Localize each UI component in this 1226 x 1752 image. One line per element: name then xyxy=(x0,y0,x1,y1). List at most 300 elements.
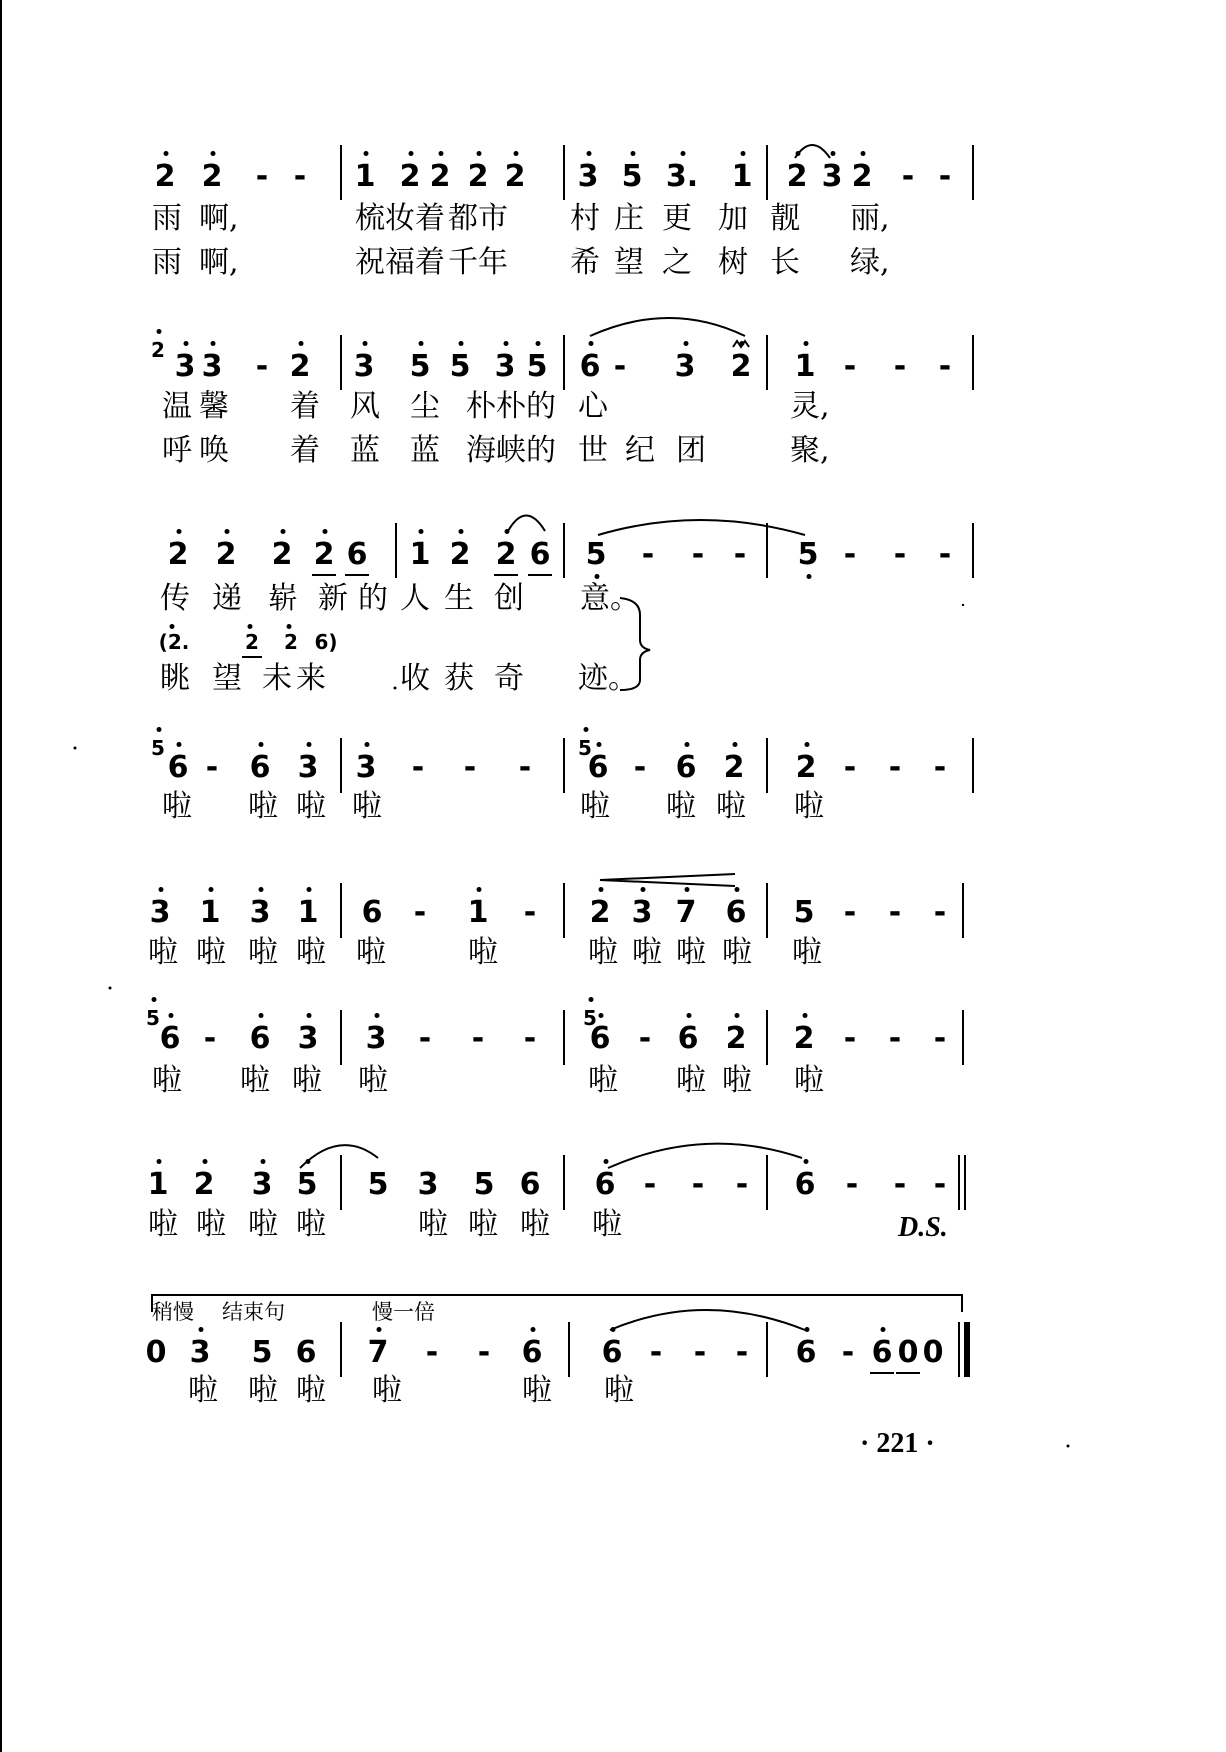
lyric-char: 啦 xyxy=(240,1063,270,1098)
lyric-char: 啦 xyxy=(604,1373,634,1408)
dash: - xyxy=(888,895,902,930)
barline xyxy=(340,145,342,200)
lyric-char: 啦 xyxy=(148,1207,178,1242)
note: 6 xyxy=(579,349,601,384)
note: 5 xyxy=(583,1006,597,1030)
lyric-char: 啦 xyxy=(352,789,382,824)
beam-line xyxy=(345,574,369,576)
note: 2 xyxy=(215,537,237,572)
octave-dot-high xyxy=(536,341,541,346)
dash: - xyxy=(693,1335,707,1370)
note: 3 xyxy=(353,349,375,384)
octave-dot-high xyxy=(299,341,304,346)
octave-dot-high xyxy=(735,1013,740,1018)
note: 6 xyxy=(159,1021,181,1056)
lyric-char: 长 xyxy=(770,245,800,280)
note: 3 xyxy=(201,349,223,384)
octave-dot-high xyxy=(203,1159,208,1164)
note: 6 xyxy=(346,537,368,572)
barline xyxy=(766,335,768,390)
octave-dot-high xyxy=(157,1159,162,1164)
octave-dot-high xyxy=(287,624,292,629)
lyric-char: 啦 xyxy=(296,935,326,970)
note: 0 xyxy=(922,1335,944,1370)
lyric-char: 海 xyxy=(466,433,496,468)
dash: - xyxy=(938,537,952,572)
lyric-char: 新 xyxy=(318,581,348,616)
lyric-char: 啦 xyxy=(722,1063,752,1098)
tempo-marking-slow: 稍慢 xyxy=(152,1300,194,1324)
dash: - xyxy=(901,159,915,194)
lyric-char: 温 xyxy=(162,389,192,424)
barline xyxy=(766,523,768,578)
octave-dot-high xyxy=(597,742,602,747)
note: 3 xyxy=(631,895,653,930)
lyric-char: 加 xyxy=(718,201,748,236)
lyric-char: 啦 xyxy=(592,1207,622,1242)
octave-dot-high xyxy=(157,329,162,334)
octave-dot-high xyxy=(184,341,189,346)
beam-line xyxy=(528,574,552,576)
dash: - xyxy=(938,159,952,194)
barline xyxy=(766,1155,768,1210)
lyric-char: 啦 xyxy=(580,789,610,824)
octave-dot-low xyxy=(595,574,600,579)
octave-dot-high xyxy=(211,151,216,156)
lyric-char: 收 xyxy=(400,661,430,696)
lyric-char: 未 xyxy=(262,661,292,696)
lyric-char: 啊, xyxy=(199,201,239,236)
lyric-char: 妆 xyxy=(385,201,415,236)
barline xyxy=(962,1010,964,1065)
lyric-char: 啦 xyxy=(162,789,192,824)
note: 1 xyxy=(731,159,753,194)
note: 2 xyxy=(154,159,176,194)
note: 6 xyxy=(249,750,271,785)
note: 3 xyxy=(417,1167,439,1202)
lyric-char: 递 xyxy=(212,581,242,616)
lyric-char: 蓝 xyxy=(410,433,440,468)
dash: - xyxy=(613,349,627,384)
dash: - xyxy=(471,1021,485,1056)
lyric-char: 眺 xyxy=(160,661,190,696)
octave-dot-high xyxy=(306,1159,311,1164)
octave-dot-high xyxy=(259,742,264,747)
note: 2 xyxy=(589,895,611,930)
lyric-char: 望 xyxy=(212,661,242,696)
lyric-char: 啦 xyxy=(666,789,696,824)
note: 5 xyxy=(449,349,471,384)
barline xyxy=(340,738,342,793)
octave-dot-high xyxy=(152,997,157,1002)
page-number: · 221 · xyxy=(860,1428,935,1459)
lyric-char: 奇 xyxy=(494,661,524,696)
lyric-char: 呼 xyxy=(162,433,192,468)
octave-dot-high xyxy=(684,341,689,346)
barline xyxy=(766,738,768,793)
barline xyxy=(972,145,974,200)
dash: - xyxy=(418,1021,432,1056)
dash: - xyxy=(893,1167,907,1202)
octave-dot-high xyxy=(531,1327,536,1332)
lyric-char: 啦 xyxy=(722,935,752,970)
lyric-char: 啦 xyxy=(148,935,178,970)
note: 2 xyxy=(467,159,489,194)
barline xyxy=(972,738,974,793)
octave-dot-high xyxy=(477,151,482,156)
octave-dot-high xyxy=(307,742,312,747)
dash: - xyxy=(691,537,705,572)
note: 6 xyxy=(587,750,609,785)
note: 5 xyxy=(151,736,165,760)
barline xyxy=(563,335,565,390)
octave-dot-high xyxy=(209,887,214,892)
dash: - xyxy=(518,750,532,785)
note: 3 xyxy=(251,1167,273,1202)
dash: - xyxy=(841,1335,855,1370)
page-edge-line xyxy=(0,0,2,1752)
octave-dot-high xyxy=(211,341,216,346)
octave-dot-high xyxy=(805,742,810,747)
dash: - xyxy=(523,1021,537,1056)
note: 3 xyxy=(297,750,319,785)
note: 2 xyxy=(793,1021,815,1056)
note: 5 xyxy=(793,895,815,930)
lyric-char: 的 xyxy=(526,389,556,424)
octave-dot-high xyxy=(157,727,162,732)
octave-dot-low xyxy=(807,574,812,579)
note: 5 xyxy=(578,736,592,760)
note: 0 xyxy=(145,1335,167,1370)
lyric-char: 啊, xyxy=(199,245,239,280)
barline xyxy=(962,883,964,938)
dash: - xyxy=(203,1021,217,1056)
lyric-char: 啦 xyxy=(520,1207,550,1242)
note: 6 xyxy=(519,1167,541,1202)
note: 6 xyxy=(675,750,697,785)
octave-dot-high xyxy=(170,624,175,629)
lyric-char: 啦 xyxy=(296,1207,326,1242)
note: 2 xyxy=(786,159,808,194)
octave-dot-high xyxy=(307,887,312,892)
note: 2 xyxy=(723,750,745,785)
lyric-char: 啦 xyxy=(676,1063,706,1098)
barline xyxy=(563,1010,565,1065)
octave-dot-high xyxy=(169,1013,174,1018)
note: (2. xyxy=(158,630,190,654)
lyric-char: 市 xyxy=(478,201,508,236)
octave-dot-high xyxy=(323,529,328,534)
octave-dot-high xyxy=(599,1013,604,1018)
octave-dot-high xyxy=(611,1327,616,1332)
note: 6 xyxy=(601,1335,623,1370)
beam-line xyxy=(242,656,262,658)
lyric-char: 着 xyxy=(290,433,320,468)
note: 5 xyxy=(296,1167,318,1202)
barline xyxy=(766,883,768,938)
lyric-char: 人 xyxy=(400,581,430,616)
dash: - xyxy=(893,537,907,572)
dash: - xyxy=(888,1021,902,1056)
note: 2 xyxy=(504,159,526,194)
octave-dot-high xyxy=(419,529,424,534)
note: 2 xyxy=(193,1167,215,1202)
lyric-char: 啦 xyxy=(468,935,498,970)
dash: - xyxy=(643,1167,657,1202)
note: 2 xyxy=(851,159,873,194)
lyric-char: 丽, xyxy=(850,201,890,236)
lyric-char: 希 xyxy=(570,245,600,280)
dash: - xyxy=(463,750,477,785)
dash: - xyxy=(735,1335,749,1370)
dash: - xyxy=(893,349,907,384)
dal-segno-marking: D.S. xyxy=(898,1212,948,1243)
note: 6 xyxy=(795,1335,817,1370)
octave-dot-high xyxy=(740,341,745,346)
barline xyxy=(958,1155,960,1210)
lyric-char: 朴 xyxy=(466,389,496,424)
dash: - xyxy=(933,1167,947,1202)
note: 2 xyxy=(399,159,421,194)
note: 6 xyxy=(361,895,383,930)
note: 3 xyxy=(149,895,171,930)
lyric-char: 都 xyxy=(448,201,478,236)
note: 2 xyxy=(201,159,223,194)
dash: - xyxy=(733,537,747,572)
octave-dot-high xyxy=(365,742,370,747)
barline xyxy=(972,335,974,390)
note: 5 xyxy=(621,159,643,194)
beam-line xyxy=(494,574,518,576)
lyric-char: 啦 xyxy=(296,1373,326,1408)
note: 3 xyxy=(189,1335,211,1370)
lyric-char: 风 xyxy=(350,389,380,424)
lyric-char: 梳 xyxy=(355,201,385,236)
lyric-char: 崭 xyxy=(268,581,298,616)
dash: - xyxy=(843,349,857,384)
barline xyxy=(340,883,342,938)
note: 3 xyxy=(821,159,843,194)
note: 2 xyxy=(795,750,817,785)
barline xyxy=(563,523,565,578)
note: 5 xyxy=(473,1167,495,1202)
lyric-char: 的 xyxy=(358,581,388,616)
note: 5 xyxy=(367,1167,389,1202)
lyric-char: 迹。 xyxy=(578,661,638,696)
octave-dot-high xyxy=(587,151,592,156)
lyric-char: 千 xyxy=(448,245,478,280)
octave-dot-high xyxy=(159,887,164,892)
lyric-char: 啦 xyxy=(356,935,386,970)
note: 2 xyxy=(429,159,451,194)
beam-line xyxy=(870,1372,894,1374)
octave-dot-high xyxy=(363,341,368,346)
note: 2 xyxy=(167,537,189,572)
note: 2 xyxy=(284,630,298,654)
note: 2 xyxy=(245,630,259,654)
note: 6 xyxy=(871,1335,893,1370)
dash: - xyxy=(938,349,952,384)
octave-dot-high xyxy=(733,742,738,747)
barline xyxy=(563,883,565,938)
note: 5 xyxy=(797,537,819,572)
note: 1 xyxy=(199,895,221,930)
octave-dot-high xyxy=(831,151,836,156)
dash: - xyxy=(843,537,857,572)
lyric-char: 啦 xyxy=(296,789,326,824)
dash: - xyxy=(843,1021,857,1056)
lyric-char: 啦 xyxy=(188,1373,218,1408)
lyric-char: 啦 xyxy=(522,1373,552,1408)
octave-dot-high xyxy=(805,1327,810,1332)
dash: - xyxy=(933,1021,947,1056)
note: 1 xyxy=(147,1167,169,1202)
lyric-char: 馨 xyxy=(199,389,229,424)
lyric-char: 啦 xyxy=(588,1063,618,1098)
dash: - xyxy=(413,895,427,930)
barline xyxy=(563,145,565,200)
lyric-char: 啦 xyxy=(794,1063,824,1098)
dash: - xyxy=(205,750,219,785)
lyric-char: 福 xyxy=(385,245,415,280)
lyric-char: 聚, xyxy=(790,433,830,468)
octave-dot-high xyxy=(604,1159,609,1164)
lyric-char: 雨 xyxy=(152,245,182,280)
lyric-char: 啦 xyxy=(248,1373,278,1408)
note: 1 xyxy=(297,895,319,930)
lyric-char: 生 xyxy=(444,581,474,616)
barline xyxy=(340,1322,342,1377)
lyric-char: 峡 xyxy=(496,433,526,468)
dash: - xyxy=(477,1335,491,1370)
dash: - xyxy=(641,537,655,572)
note: 6 xyxy=(529,537,551,572)
dash: - xyxy=(843,750,857,785)
lyric-char: 啦 xyxy=(372,1373,402,1408)
lyric-char: 靓 xyxy=(770,201,800,236)
lyric-char: 啦 xyxy=(292,1063,322,1098)
note: 2 xyxy=(495,537,517,572)
note: 3 xyxy=(297,1021,319,1056)
lyric-char: 团 xyxy=(676,433,706,468)
lyric-char: 创 xyxy=(494,581,524,616)
octave-dot-high xyxy=(259,887,264,892)
octave-dot-high xyxy=(364,151,369,156)
barline xyxy=(958,1322,960,1377)
dash: - xyxy=(843,895,857,930)
lyric-char: 啦 xyxy=(196,1207,226,1242)
note: 6 xyxy=(249,1021,271,1056)
note: 2 xyxy=(289,349,311,384)
note: 6 xyxy=(677,1021,699,1056)
octave-dot-high xyxy=(375,1013,380,1018)
octave-dot-high xyxy=(589,341,594,346)
lyric-char: 雨 xyxy=(152,201,182,236)
octave-dot-high xyxy=(248,624,253,629)
octave-dot-high xyxy=(259,1013,264,1018)
lyric-char: 世 xyxy=(578,433,608,468)
lyric-char: 绿, xyxy=(850,245,890,280)
half-speed-marking: 慢一倍 xyxy=(372,1300,435,1324)
barline xyxy=(766,1010,768,1065)
lyric-char: 啦 xyxy=(716,789,746,824)
octave-dot-high xyxy=(419,341,424,346)
lyric-char: 着 xyxy=(415,245,445,280)
octave-dot-high xyxy=(514,151,519,156)
octave-dot-high xyxy=(439,151,444,156)
note: 3. xyxy=(665,159,699,194)
dash: - xyxy=(523,895,537,930)
octave-dot-high xyxy=(505,529,510,534)
note: 1 xyxy=(467,895,489,930)
octave-dot-high xyxy=(307,1013,312,1018)
lyric-char: 啦 xyxy=(792,935,822,970)
dash: - xyxy=(933,895,947,930)
note: 3 xyxy=(494,349,516,384)
dash: - xyxy=(845,1167,859,1202)
lyric-char: 树 xyxy=(718,245,748,280)
octave-dot-high xyxy=(641,887,646,892)
note: 7 xyxy=(675,895,697,930)
barline xyxy=(563,738,565,793)
octave-dot-high xyxy=(803,1013,808,1018)
dash: - xyxy=(633,750,647,785)
lyric-char: 蓝 xyxy=(350,433,380,468)
lyric-char: 着 xyxy=(290,389,320,424)
barline xyxy=(766,1322,768,1377)
octave-dot-high xyxy=(177,742,182,747)
octave-dot-high xyxy=(199,1327,204,1332)
lyric-char: 意。 xyxy=(580,581,640,616)
beam-line xyxy=(312,574,336,576)
note: 3 xyxy=(577,159,599,194)
lyric-char: 望 xyxy=(614,245,644,280)
dash: - xyxy=(691,1167,705,1202)
note: 1 xyxy=(354,159,376,194)
note: 0 xyxy=(897,1335,919,1370)
note: 2 xyxy=(313,537,335,572)
barline xyxy=(766,145,768,200)
octave-dot-high xyxy=(459,341,464,346)
note: 5 xyxy=(409,349,431,384)
lyric-char: 纪 xyxy=(625,433,655,468)
note: 2 xyxy=(725,1021,747,1056)
octave-dot-high xyxy=(687,1013,692,1018)
note: 3 xyxy=(174,349,196,384)
barline xyxy=(395,523,397,578)
note: 1 xyxy=(794,349,816,384)
lyric-char: 啦 xyxy=(248,789,278,824)
lyric-char: 的 xyxy=(526,433,556,468)
beam-line xyxy=(896,1372,920,1374)
note: 3 xyxy=(674,349,696,384)
lyric-char: 之 xyxy=(662,245,692,280)
lyric-char: 啦 xyxy=(632,935,662,970)
note: 6 xyxy=(725,895,747,930)
octave-dot-high xyxy=(584,727,589,732)
lyric-char: 啦 xyxy=(676,935,706,970)
note: 5 xyxy=(526,349,548,384)
dash: - xyxy=(638,1021,652,1056)
note: 6 xyxy=(794,1167,816,1202)
note: 6 xyxy=(589,1021,611,1056)
dash: - xyxy=(425,1335,439,1370)
octave-dot-high xyxy=(589,997,594,1002)
barline xyxy=(340,1155,342,1210)
octave-dot-high xyxy=(685,742,690,747)
note: 6 xyxy=(594,1167,616,1202)
octave-dot-high xyxy=(741,151,746,156)
